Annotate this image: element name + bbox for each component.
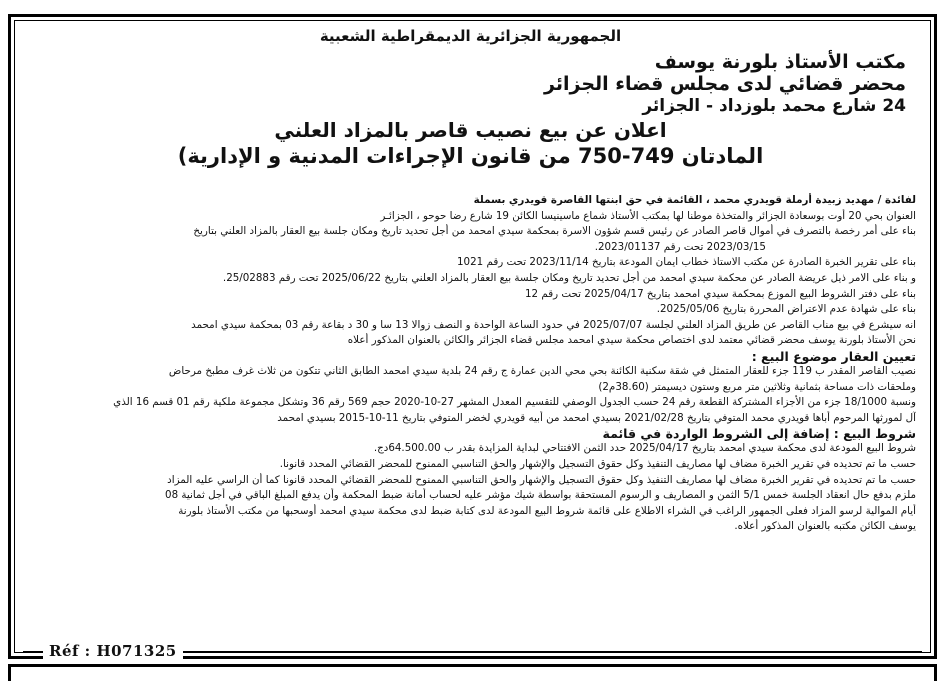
body-line: العنوان بحي 20 أوت بوسعادة الجزائر والمتخذة موطنا لها بمكتب الأستاذ شماع ماسينيسا الكائن 19 شارع رضا حوحو ، الجزائـر	[380, 209, 916, 222]
notice-content	[15, 21, 930, 535]
body-line: و بناء على الامر ذيل عريضة الصادر عن محكمة سيدي امحمد من أجل تحديد تاريخ ومكان جلسة بيع العقار بالمزاد العلني بتاريخ 2025/06/22 تحت رقم 25/02883.	[222, 271, 916, 284]
office-address: 24 شارع محمد بلوزداد - الجزائر	[642, 96, 906, 116]
notice-inner-frame	[14, 20, 931, 660]
notice-articles: المادتان 749-750 من قانون الإجراءات المدنية و الإدارية)	[177, 144, 764, 168]
conditions-line: أيام الموالية لرسو المزاد فعلى الجمهور الراغب في الشراء الاطلاع على قائمة شروط البيع المودعة لدى كتابة ضبط لدى محكمة سيدي امحمد أوسحبها من مكتب الأستاذ بلورنة	[178, 504, 916, 517]
body-line: نحن الأستاذ بلورنة يوسف محضر قضائي معتمد لدى اختصاص محكمة سيدي امحمد مجلس قضاء الجزائر والكائن بالعنوان المذكور أعلاه	[347, 334, 916, 347]
reference-row	[15, 643, 930, 661]
republic-heading: الجمهورية الجزائرية الديمقراطية الشعبية	[319, 27, 622, 45]
title-spacer	[25, 169, 916, 193]
conditions-line: شروط البيع المودعة لدى محكمة سيدي امحمد بتاريخ 2025/04/17 حدد الثمن الافتتاحي لبداية المزايدة بقدر ب 64.500.00دج.	[373, 442, 916, 455]
property-line: ونسبة 18/1000 جزء من الأجزاء المشتركة القطعة رقم 24 حسب الجدول الوصفي للتقسيم المعدل المشهر 27-10-2020 حجم 569 رقم 36 وتشكل مجموعة ملكية رقم 01 قسم 16 الذي	[113, 396, 916, 409]
conditions-line: يوسف الكائن مكتبه بالعنوان المذكور أعلاه.	[734, 520, 916, 533]
body-line: بناء على تقرير الخبرة الصادرة عن مكتب الاستاذ خطاب ايمان المودعة بتاريخ 2023/11/14 تحت رقم 1021	[456, 256, 916, 269]
next-notice-frame	[8, 664, 937, 681]
notice-body	[25, 193, 916, 535]
property-line: نصيب القاصر المقدر ب 119 جزء للعقار المتمثل في شقة سكنية الكائنة بحي محي الدين عمارة ج رقم 24 بلدية سيدي امحمد الطابق الثاني تتكون من ثلاث غرف مطبخ مرحاض	[168, 364, 916, 377]
office-name: مكتب الأستاذ بلورنة يوسف	[654, 51, 906, 73]
notice-title: اعلان عن بيع نصيب قاصر بالمزاد العلني	[274, 118, 667, 142]
body-line: انه سيشرع في بيع مناب القاصر عن طريق المزاد العلني لجلسة 2025/07/07 في حدود الساعة الواحدة و النصف زوالا 13 سا و 30 د بقاعة رقم 03 بمحكمة سيدي امحمد	[191, 318, 916, 331]
body-line: بناء على دفتر الشروط البيع الموزع بمحكمة سيدي امحمد بتاريخ 2025/04/17 تحت رقم 12	[524, 287, 916, 300]
conditions-heading: شروط البيع : إضافة إلى الشروط الواردة في قائمة	[602, 426, 916, 442]
property-line: آل لمورثها المرحوم أباها قويدري محمد المتوفي بتاريخ 2021/02/28 بسيدي امحمد من أبيه قويدري لخضر المتوفي بتاريخ 11-10-2015 بسيدي امحمد	[277, 411, 916, 424]
body-line: لفائدة / مهديد زبيدة أرملة قويدري محمد ، القائمة في حق ابنتها القاصرة قويدري بسملة	[473, 194, 916, 206]
body-line: بناء على شهادة عدم الاعتراض المحررة بتاريخ 2025/05/06.	[656, 303, 916, 316]
property-heading: تعيين العقار موضوع البيع :	[751, 348, 916, 364]
conditions-line: حسب ما تم تحديده في تقرير الخبرة مضاف لها مصاريف التنفيذ وكل حقوق التسجيل والإشهار والحق التناسبي الممنوح للمحضر القضائي المحدد قانونا.	[279, 457, 916, 470]
reference-number: Réf : H071325	[43, 642, 183, 660]
office-role: محضر قضائي لدى مجلس قضاء الجزائر	[544, 73, 906, 95]
body-line: 2023/03/15 تحت رقم 2023/01137.	[594, 240, 766, 253]
conditions-line: حسب ما تم تحديده في تقرير الخبرة مضاف لها مصاريف التنفيذ وكل حقوق التسجيل والإشهار والحق التناسبي الممنوح للمحضر القضائي المحدد قانونا كما أن الراسي عليه المزاد	[167, 473, 916, 486]
body-line: بناء على أمر رخصة بالتصرف في أموال قاصر الصادر عن رئيس قسم شؤون الاسرة بمحكمة سيدي امحمد من أجل تحديد تاريخ ومكان جلسة بيع العقار بالمزاد العلني بتاريخ	[193, 225, 916, 238]
conditions-line: ملزم بدفع حال انعقاد الجلسة خمس 5/1 الثمن و المصاريف و الرسوم المستحقة بواسطة شيك مؤشر عليه لحساب أمانة ضبط المحكمة وأن يدفع المبلغ الباقي في أجل ثمانية 08	[165, 489, 916, 502]
legal-notice	[8, 14, 937, 659]
property-line: وملحقات ذات مساحة بثمانية وثلاثين متر مربع وستون ديسيمتر (38.60م2)	[598, 380, 916, 393]
